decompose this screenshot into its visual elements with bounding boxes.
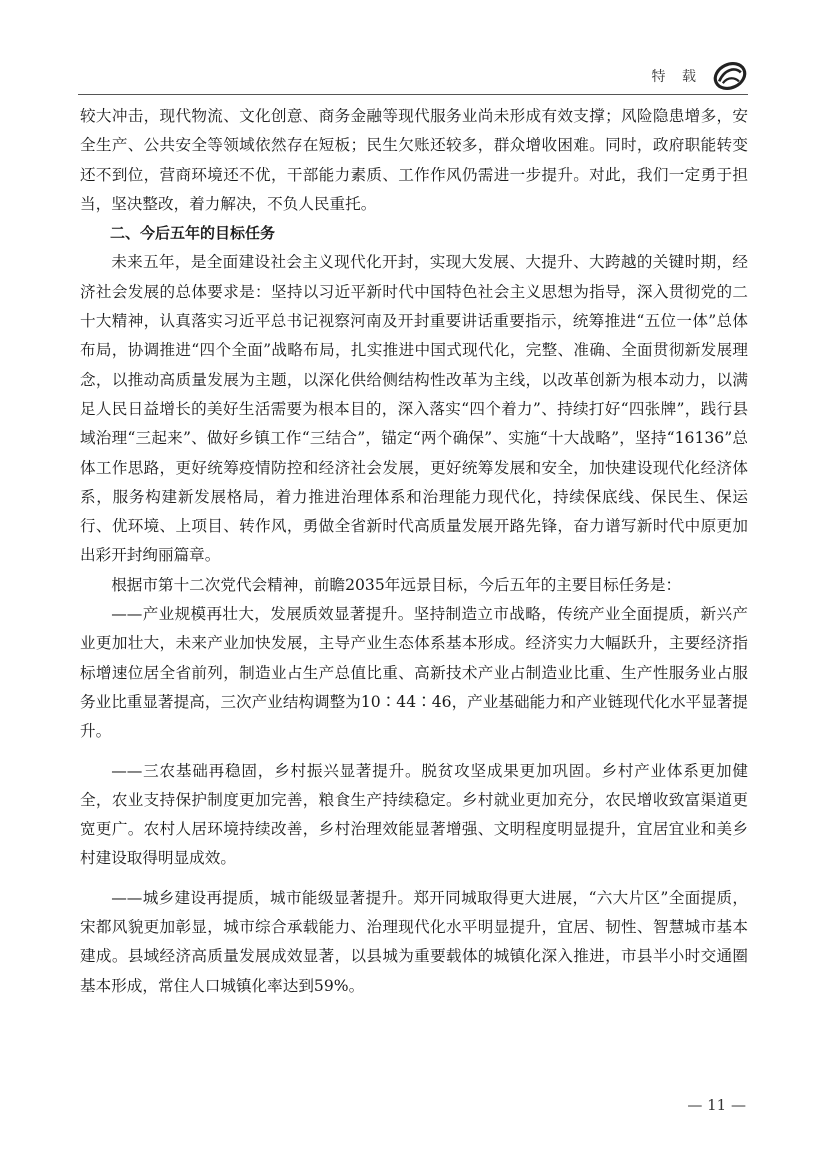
paragraph-targets-intro: 根据市第十二次党代会精神，前瞻2035年远景目标，今后五年的主要目标任务是： bbox=[111, 575, 682, 594]
section-heading: 二、今后五年的目标任务 bbox=[110, 224, 276, 243]
article-body bbox=[80, 102, 748, 1001]
paragraph-general-requirements: 未来五年，是全面建设社会主义现代化开封，实现大发展、大提升、大跨越的关键时期，经济社会发展的总体要求是：坚持以习近平新时代中国特色社会主义思想为指导，深入贯彻党的二十大精神，认真落实习近平总书记视察河南及开封重要讲话重要指示，统筹推进“五位一体”总体布局，协调推进“四个全面”战略布局，扎实推进中国式现代化，完整、准确、全面贯彻新发展理念，以推动高质量发展为主题，以深化供给侧结构性改革为主线，以改革创新为根本动力，以满足人民日益增长的美好生活需要为根本目的，深入落实“四个着力”、持续打好“四张牌”，践行县域治理“三起来”、做好乡镇工作“三结合”，锚定“两个确保”、实施“十大战略”，坚持“16136”总体工作思路，更好统筹疫情防控和经济社会发展，更好统筹发展和安全，加快建设现代化经济体系，服务构建新发展格局，着力推进治理体系和治理能力现代化，持续保底线、保民生、保运行、优环境、上项目、转作风，勇做全省新时代高质量发展开路先锋，奋力谱写新时代中原更加出彩开封绚丽篇章。 bbox=[80, 253, 748, 565]
paragraph-agriculture-target: ——三农基础再稳固，乡村振兴显著提升。脱贫攻坚成果更加巩固。乡村产业体系更加健全，农业支持保护制度更加完善，粮食生产持续稳定。乡村就业更加充分，农民增收致富渠道更宽更广。农村人居环境持续改善，乡村治理效能显著增强、文明程度明显提升，宜居宜业和美乡村建设取得明显成效。 bbox=[80, 761, 748, 868]
page-header bbox=[652, 58, 748, 94]
paragraph-urban-target: ——城乡建设再提质，城市能级显著提升。郑开同城取得更大进展，“六大片区”全面提质，宋都风貌更加彰显，城市综合承载能力、治理现代化水平明显提升，宜居、韧性、智慧城市基本建成。县域经济高质量发展成效显著，以县城为重要载体的城镇化深入推进，市县半小时交通圈基本形成，常住人口城镇化率达到59%。 bbox=[80, 888, 748, 995]
section-label: 特 载 bbox=[651, 69, 702, 85]
paragraph-industry-target: ——产业规模再壮大，发展质效显著提升。坚持制造立市战略，传统产业全面提质，新兴产业更加壮大，未来产业加快发展，主导产业生态体系基本形成。经济实力大幅跃升，主要经济指标增速位居全省前列，制造业占生产总值比重、高新技术产业占制造业比重、生产性服务业占服务业比重显著提高，三次产业结构调整为10∶44∶46，产业基础能力和产业链现代化水平显著提升。 bbox=[80, 605, 748, 741]
journal-logo-icon bbox=[712, 58, 748, 94]
spacer bbox=[80, 874, 748, 884]
paragraph-continued: 较大冲击，现代物流、文化创意、商务金融等现代服务业尚未形成有效支撑；风险隐患增多，安全生产、公共安全等领域依然存在短板；民生欠账还较多，群众增收困难。同时，政府职能转变还不到位，营商环境还不优，干部能力素质、工作作风仍需进一步提升。对此，我们一定勇于担当，坚决整改，着力解决，不负人民重托。 bbox=[80, 107, 748, 213]
header-rule bbox=[78, 94, 748, 95]
spacer bbox=[80, 747, 748, 757]
page-number: — 11 — bbox=[687, 1096, 746, 1114]
